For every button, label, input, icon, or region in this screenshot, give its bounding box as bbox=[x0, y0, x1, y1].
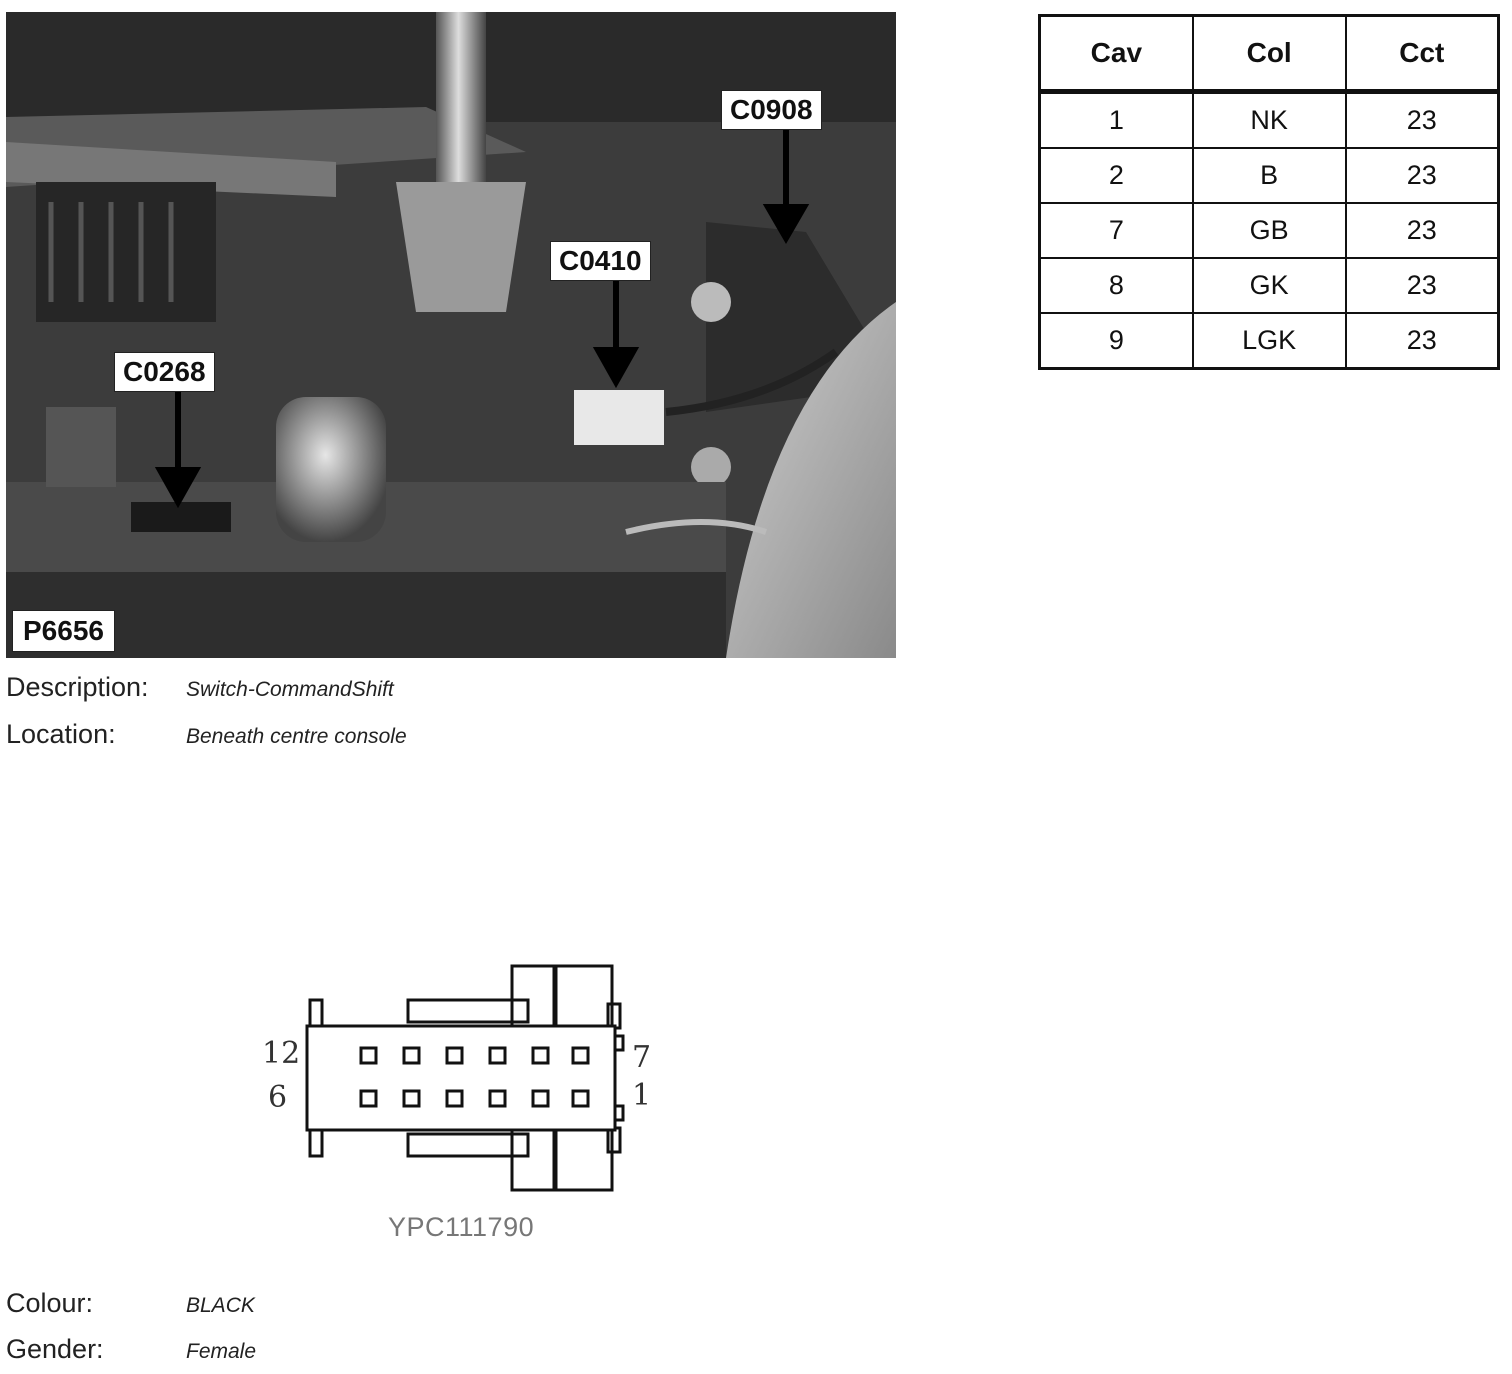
cell-col: LGK bbox=[1193, 313, 1346, 369]
table-row bbox=[1040, 203, 1499, 258]
cell-col: B bbox=[1193, 148, 1346, 203]
header-cav: Cav bbox=[1040, 16, 1193, 92]
cell-cav: 1 bbox=[1040, 92, 1193, 149]
pin-label-7: 7 bbox=[632, 1040, 652, 1075]
table-row bbox=[1040, 148, 1499, 203]
cell-cav: 7 bbox=[1040, 203, 1193, 258]
description-label: Description: bbox=[6, 672, 149, 702]
header-col: Col bbox=[1193, 16, 1346, 92]
callout-c0268: C0268 bbox=[114, 352, 215, 392]
cell-cct: 23 bbox=[1346, 148, 1499, 203]
callout-c0908: C0908 bbox=[721, 90, 822, 130]
pin-label-12: 12 bbox=[262, 1036, 301, 1071]
cell-cct: 23 bbox=[1346, 258, 1499, 313]
cell-cct: 23 bbox=[1346, 92, 1499, 149]
pin-label-1: 1 bbox=[632, 1078, 652, 1113]
gender-row bbox=[6, 1334, 256, 1365]
cell-col: GK bbox=[1193, 258, 1346, 313]
cell-cct: 23 bbox=[1346, 203, 1499, 258]
component-location-photo bbox=[6, 12, 896, 658]
table-row bbox=[1040, 313, 1499, 369]
gender-label: Gender: bbox=[6, 1334, 104, 1364]
cell-col: NK bbox=[1193, 92, 1346, 149]
colour-label: Colour: bbox=[6, 1288, 94, 1318]
connector-part-number: YPC111790 bbox=[388, 1212, 535, 1242]
photo-reference: P6656 bbox=[12, 610, 115, 652]
connector-face-diagram bbox=[255, 958, 655, 1198]
location-row bbox=[6, 719, 407, 750]
cell-cct: 23 bbox=[1346, 313, 1499, 369]
pin-label-6: 6 bbox=[268, 1080, 288, 1115]
description-value: Switch-CommandShift bbox=[186, 678, 394, 701]
pin-table-header bbox=[1040, 16, 1499, 92]
callout-c0410: C0410 bbox=[550, 241, 651, 281]
location-label: Location: bbox=[6, 719, 116, 749]
colour-value: BLACK bbox=[186, 1294, 255, 1317]
cell-cav: 9 bbox=[1040, 313, 1193, 369]
description-row bbox=[6, 672, 394, 703]
location-value: Beneath centre console bbox=[186, 725, 407, 748]
pin-table bbox=[1038, 14, 1500, 370]
colour-row bbox=[6, 1288, 255, 1319]
table-row bbox=[1040, 92, 1499, 149]
table-row bbox=[1040, 258, 1499, 313]
cell-col: GB bbox=[1193, 203, 1346, 258]
cell-cav: 2 bbox=[1040, 148, 1193, 203]
cell-cav: 8 bbox=[1040, 258, 1193, 313]
header-cct: Cct bbox=[1346, 16, 1499, 92]
gender-value: Female bbox=[186, 1340, 257, 1363]
